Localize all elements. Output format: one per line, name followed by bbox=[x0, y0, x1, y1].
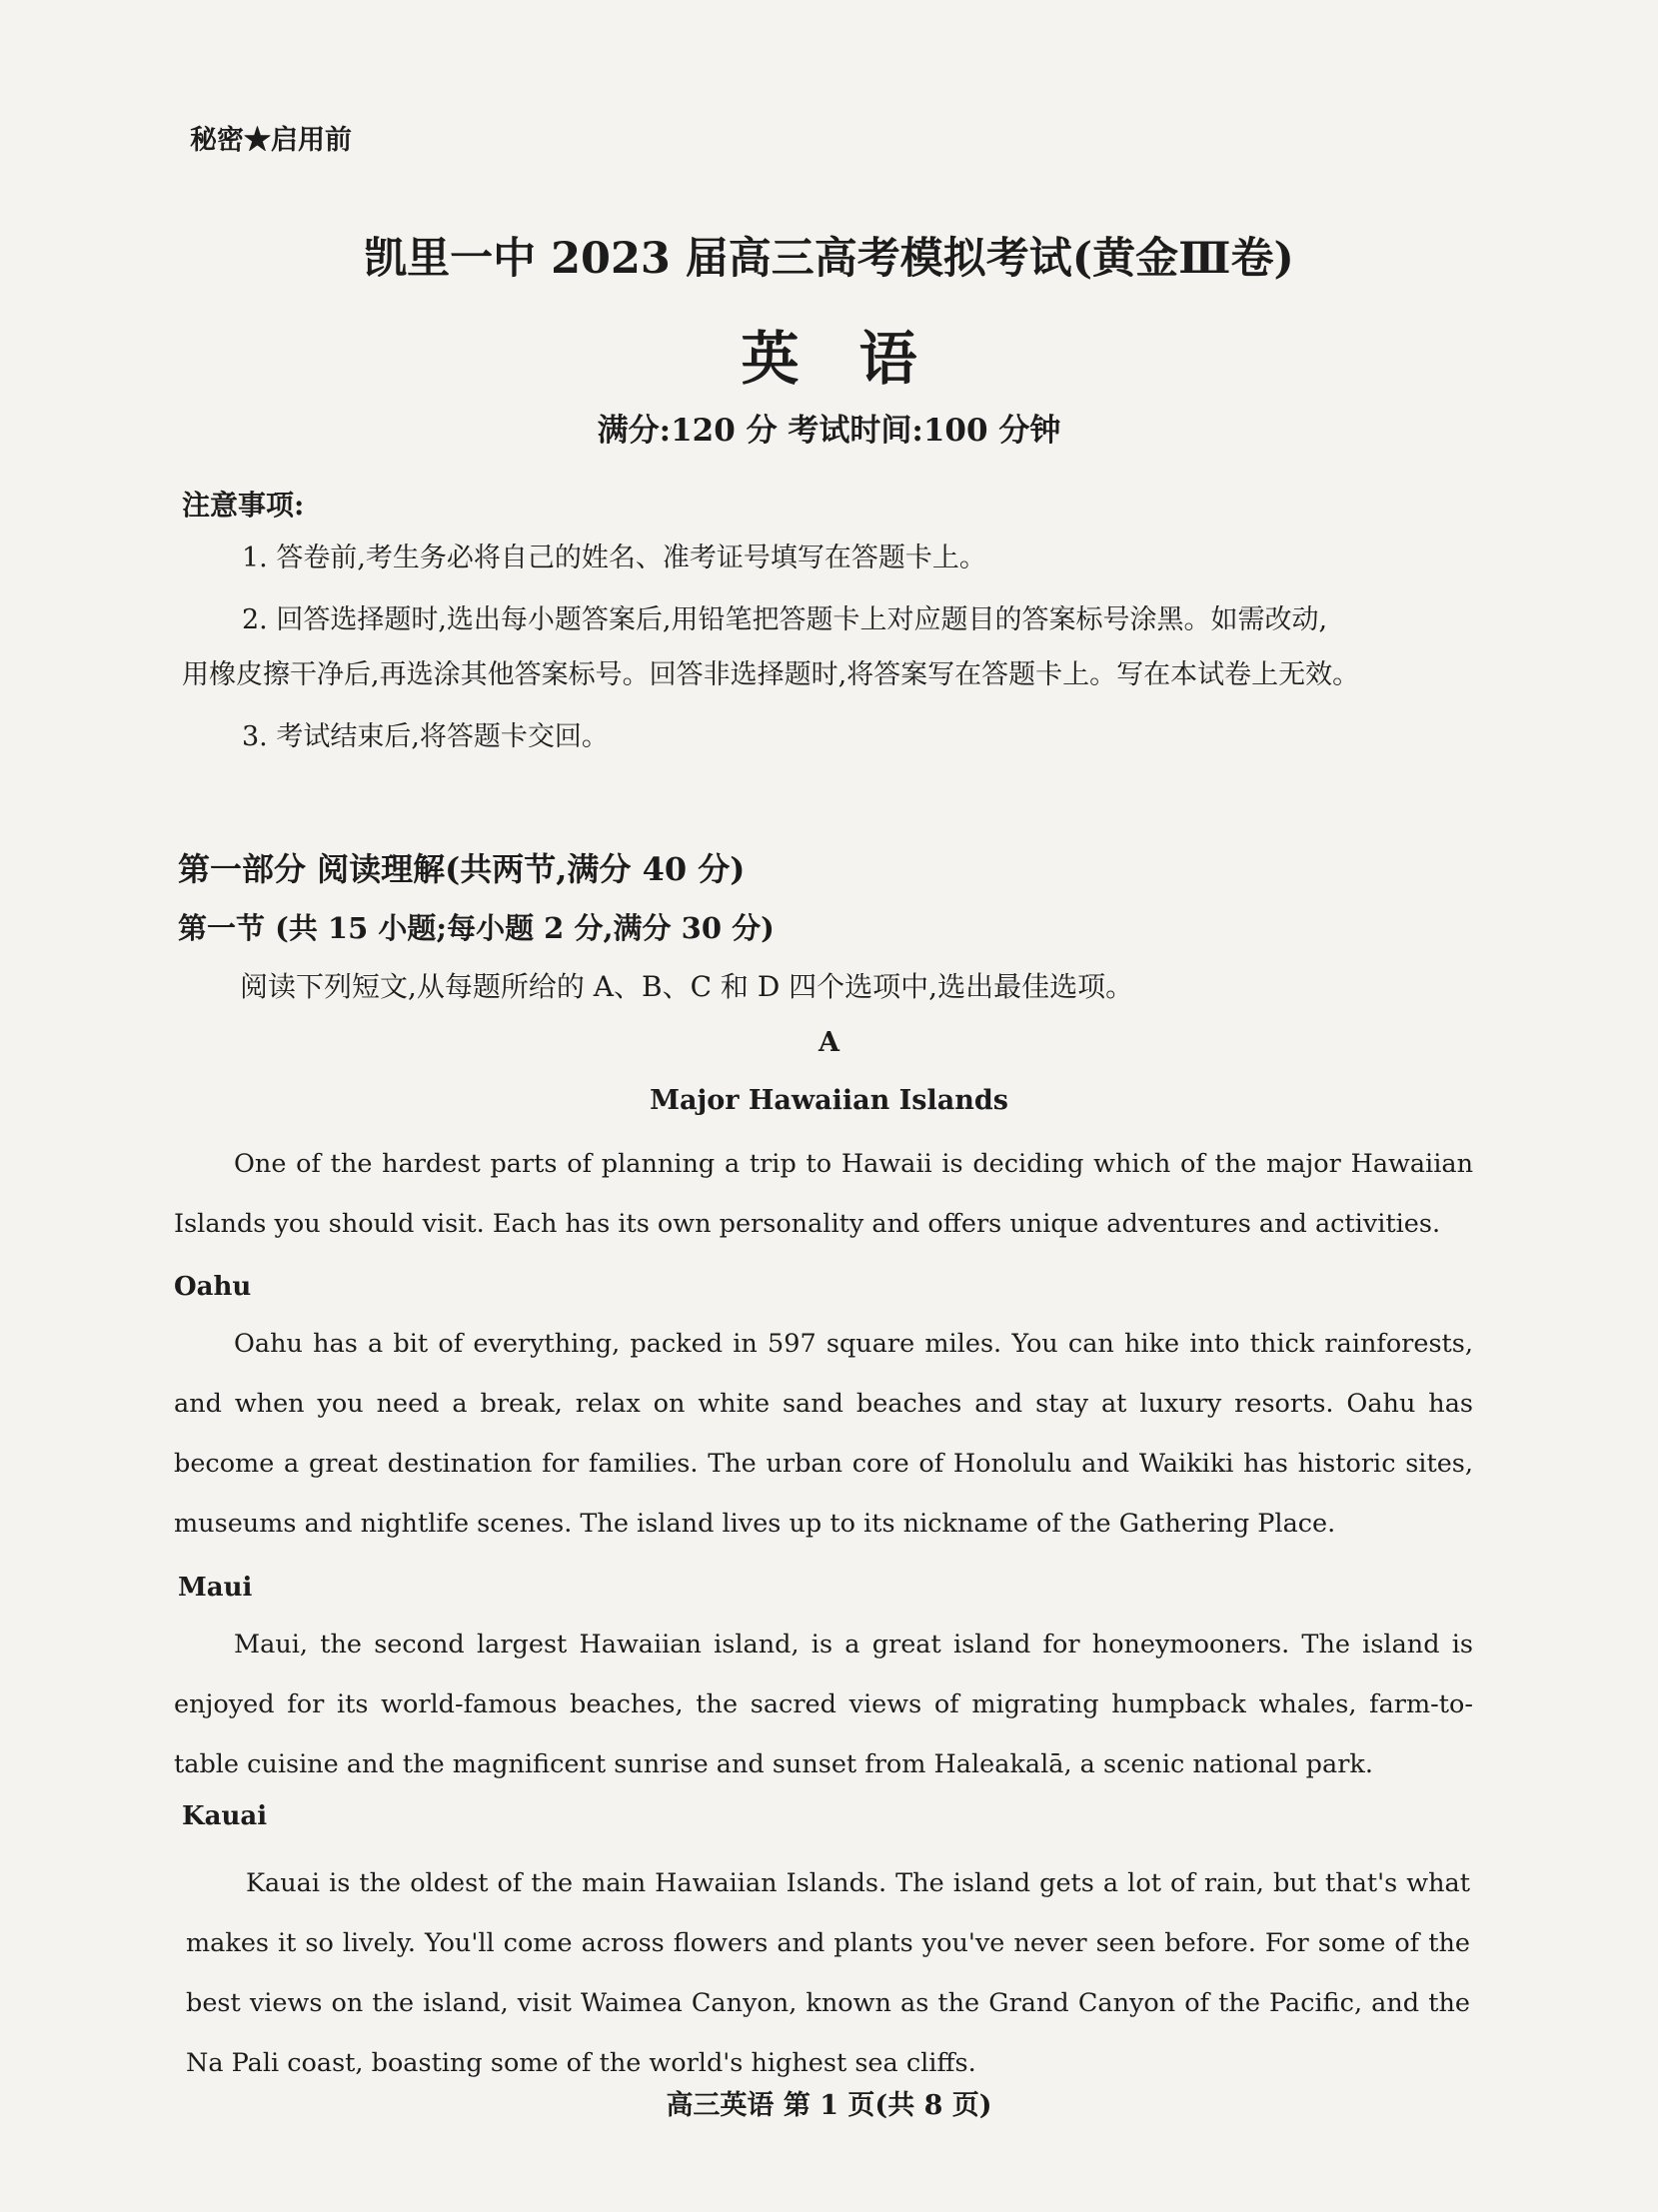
secret-mark: 秘密★启用前 bbox=[190, 125, 352, 156]
subject-title: 英语 bbox=[741, 325, 977, 393]
part-1-title: 第一部分 阅读理解(共两节,满分 40 分) bbox=[178, 850, 746, 888]
maui-heading: Maui bbox=[178, 1573, 253, 1603]
section-1-title: 第一节 (共 15 小题;每小题 2 分,满分 30 分) bbox=[178, 911, 775, 945]
notice-item-2-line-2: 用橡皮擦干净后,再选涂其他答案标号。回答非选择题时,将答案写在答题卡上。写在本试卷上无效。 bbox=[182, 659, 1360, 690]
exam-title: 凯里一中 2023 届高三高考模拟考试(黄金Ⅲ卷) bbox=[364, 234, 1294, 284]
notice-item-1: 1. 答卷前,考生务必将自己的姓名、准考证号填写在答题卡上。 bbox=[242, 543, 986, 573]
notice-item-3: 3. 考试结束后,将答题卡交回。 bbox=[242, 721, 609, 752]
passage-title: Major Hawaiian Islands bbox=[650, 1085, 1008, 1116]
kauai-heading: Kauai bbox=[182, 1801, 268, 1831]
passage-intro: One of the hardest parts of planning a trip to Hawaii is deciding which of the major Hawaiian Islands you should visit. Each has its own personality and offers unique adventures and activities. bbox=[174, 1149, 1473, 1239]
notice-title: 注意事项: bbox=[182, 489, 305, 522]
reading-instruction: 阅读下列短文,从每题所给的 A、B、C 和 D 四个选项中,选出最佳选项。 bbox=[240, 970, 1134, 1003]
passage-letter: A bbox=[819, 1027, 839, 1058]
oahu-heading: Oahu bbox=[174, 1272, 252, 1302]
score-time-line: 满分:120 分 考试时间:100 分钟 bbox=[597, 413, 1061, 449]
kauai-paragraph: Kauai is the oldest of the main Hawaiian Islands. The island gets a lot of rain, but that's what makes it so lively. You'll come across flowers and plants you've never seen before. For some of the best views on the island, visit Waimea Canyon, known as the Grand Canyon of the Pacific, and the Na Pali coast, boasting some of the world's highest sea cliffs. bbox=[186, 1868, 1470, 2078]
page-footer: 高三英语 第 1 页(共 8 页) bbox=[666, 2090, 992, 2121]
notice-item-2-line-1: 2. 回答选择题时,选出每小题答案后,用铅笔把答题卡上对应题目的答案标号涂黑。如需改动, bbox=[242, 604, 1328, 635]
maui-paragraph: Maui, the second largest Hawaiian island, is a great island for honeymooners. The island is enjoyed for its world-famous beaches, the sacred views of migrating humpback whales, farm-to-table cuisine and the magnificent sunrise and sunset from Haleakalā, a scenic national park. bbox=[174, 1630, 1473, 1779]
oahu-paragraph: Oahu has a bit of everything, packed in 597 square miles. You can hike into thick rainforests, and when you need a break, relax on white sand beaches and stay at luxury resorts. Oahu has become a great destination for families. The urban core of Honolulu and Waikiki has historic sites, museums and nightlife scenes. The island lives up to its nickname of the Gathering Place. bbox=[174, 1329, 1473, 1539]
